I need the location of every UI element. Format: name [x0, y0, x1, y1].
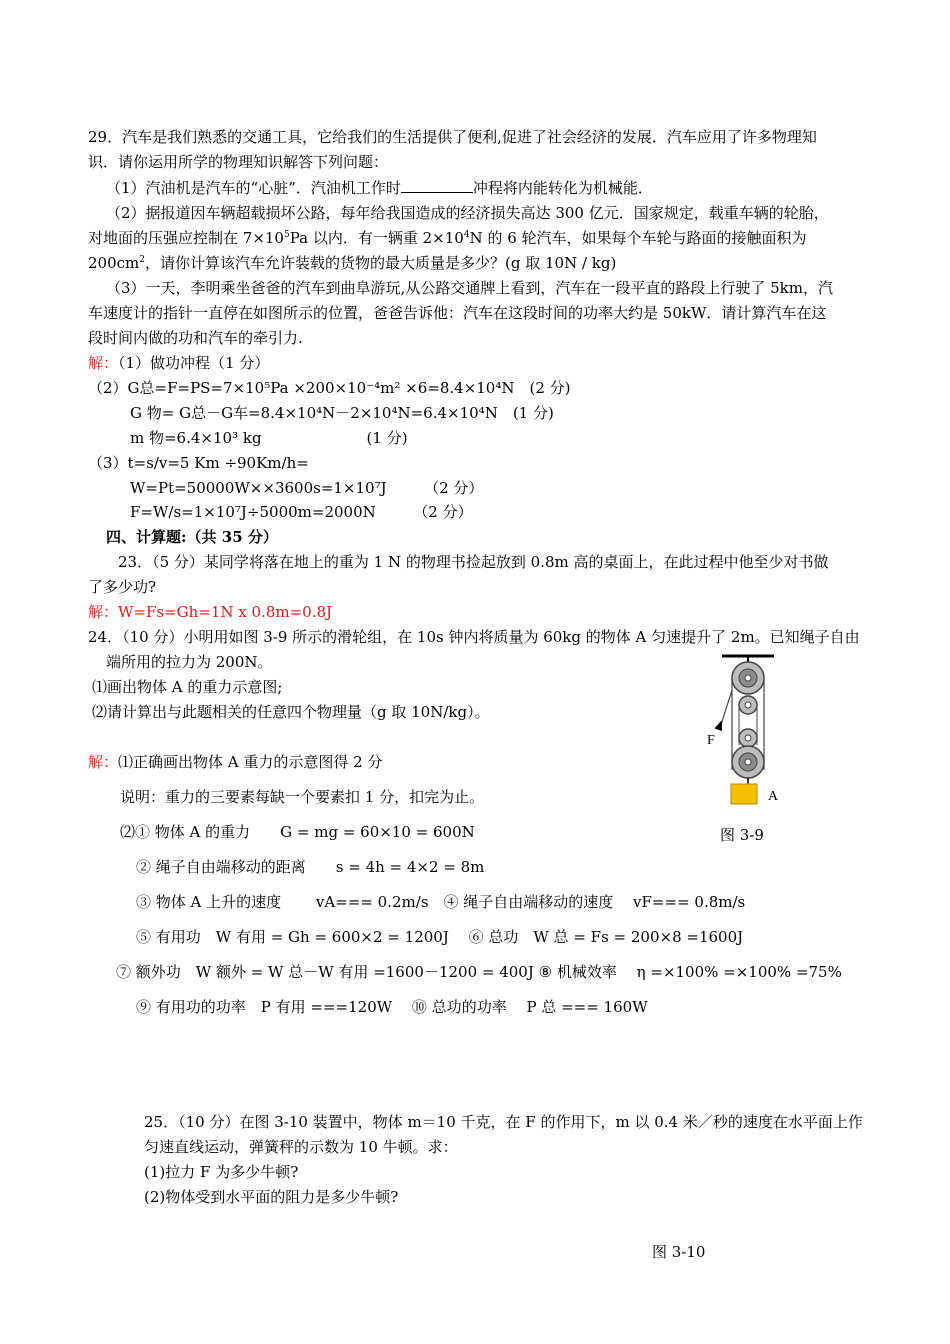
object-label: A: [768, 789, 779, 804]
a29-step-6: W=Pt=50000W××3600s=1×10⁷J （2 分）: [130, 479, 484, 497]
q29-line-6-sup: 2: [139, 255, 145, 265]
q29-line-6-c: ，请你计算该汽车允许装载的货物的最大质量是多少？(g 取 10N / kg): [145, 254, 617, 272]
figure-3-10-caption: 图 3-10: [652, 1243, 706, 1261]
answer-blank: [401, 178, 473, 193]
answer-label: 解：: [88, 753, 119, 771]
answer-label: 解：: [88, 354, 119, 372]
q29-line-5: [88, 228, 807, 248]
q29-line-2: 识．请你运用所学的物理知识解答下列问题：: [88, 153, 389, 171]
force-arrow-icon: [715, 719, 726, 731]
a24-line-7: ⑦ 额外功 W 额外 = W 总－W 有用 =1600－1200 = 400J ⑧ 机械效率 η =×100% =×100% =75%: [116, 963, 842, 981]
free-rope-end: [720, 690, 732, 728]
figure-3-9-caption: 图 3-9: [720, 826, 764, 844]
q29-line-6-a: 200cm: [88, 254, 140, 272]
a24-line-1-text: ⑴正确画出物体 A 重力的示意图得 2 分: [118, 753, 383, 771]
force-label: F: [707, 733, 715, 748]
q29-line-4: （2）据报道因车辆超载损坏公路，每年给我国造成的经济损失高达 300 亿元．国家规定，载重车辆的轮胎，: [106, 204, 829, 222]
a29-step-7: F=W/s=1×10⁷J÷5000m=2000N （2 分）: [130, 503, 473, 521]
a24-line-5: ③ 物体 A 上升的速度 vA=== 0.2m/s ④ 绳子自由端移动的速度 vF=== 0.8m/s: [136, 893, 746, 911]
q24-line-3: ⑴画出物体 A 的重力示意图;: [92, 678, 283, 696]
a29-step-3: G 物= G总－G车=8.4×10⁴N－2×10⁴N=6.4×10⁴N (1 分): [130, 404, 554, 422]
q24-line-1: 24．（10 分）小明用如图 3-9 所示的滑轮组，在 10s 钟内将质量为 60kg 的物体 A 匀速提升了 2m。已知绳子自由: [88, 628, 860, 646]
q29-line-3-part-b: 冲程将内能转化为机械能．: [472, 179, 653, 197]
fixed-pulley-large: [732, 662, 764, 694]
q29-line-5-a: 对地面的压强应控制在 7×10: [88, 229, 284, 247]
a24-line-4: ② 绳子自由端移动的距离 s = 4h = 4×2 = 8m: [136, 858, 485, 876]
q29-line-5-e: N 的 6 轮汽车，如果每个车轮与路面的接触面积为: [469, 229, 807, 247]
a29-step-4: m 物=6.4×10³ kg (1 分): [130, 429, 408, 447]
a24-line-8: ⑨ 有用功的功率 P 有用 ===120W ⑩ 总功的功率 P 总 === 160W: [136, 998, 648, 1016]
q29-line-9: 段时间内做的功和汽车的牵引力.: [88, 329, 303, 347]
a24-line-1: [88, 752, 382, 772]
q23-line-2: 了多少功?: [88, 578, 157, 596]
q25-line-1: 25．（10 分）在图 3-10 装置中，物体 m＝10 千克，在 F 的作用下，m 以 0.4 米／秒的速度在水平面上作: [144, 1113, 863, 1131]
q25-line-3: (1)拉力 F 为多少牛顿?: [144, 1163, 299, 1181]
a24-line-2: 说明：重力的三要素每缺一个要素扣 1 分，扣完为止。: [120, 788, 485, 806]
section-heading: 四、计算题:（共 35 分）: [106, 528, 278, 546]
a29-step-2: （2）G总=F=PS=7×10⁵Pa ×200×10⁻⁴m² ×6=8.4×10⁴N (2 分): [88, 379, 571, 397]
a29-step-5: （3）t=s/v=5 Km ÷90Km/h=: [88, 454, 309, 472]
a29-step-1: [88, 353, 269, 373]
pulley-system-figure: [712, 650, 822, 810]
q29-line-5-sup1: 5: [283, 230, 290, 240]
q29-line-6: [88, 253, 616, 273]
q23-answer: 解：W=Fs=Gh=1N x 0.8m=0.8J: [88, 603, 333, 621]
q25-line-4: (2)物体受到水平面的阻力是多少牛顿?: [144, 1188, 399, 1206]
movable-pulley-small: [739, 729, 757, 747]
a29-step-1-text: （1）做功冲程（1 分）: [118, 354, 270, 372]
q25-line-2: 匀速直线运动，弹簧秤的示数为 10 牛顿。求：: [144, 1138, 458, 1156]
fixed-pulley-small: [739, 696, 757, 714]
q29-line-7: （3）一天，李明乘坐爸爸的汽车到曲阜游玩,从公路交通牌上看到，汽车在一段平直的路段上行驶了 5km，汽: [106, 279, 833, 297]
a24-line-3: ⑵① 物体 A 的重力 G = mg = 60×10 = 600N: [120, 823, 475, 841]
q29-line-5-sup2: 4: [463, 230, 470, 240]
q24-line-4: ⑵请计算出与此题相关的任意四个物理量（g 取 10N/kg）。: [92, 703, 490, 721]
q23-line-1: 23．（5 分）某同学将落在地上的重为 1 N 的物理书捡起放到 0.8m 高的桌面上，在此过程中他至少对书做: [118, 553, 829, 571]
q24-line-2: 端所用的拉力为 200N。: [106, 653, 273, 671]
q29-line-3: [106, 178, 653, 198]
q29-line-3-part-a: （1）汽油机是汽车的“心脏”．汽油机工作时: [106, 179, 401, 197]
q29-line-5-c: Pa 以内．有一辆重 2×10: [289, 229, 464, 247]
a24-line-6: ⑤ 有用功 W 有用 = Gh = 600×2 = 1200J ⑥ 总功 W 总 = Fs = 200×8 =1600J: [136, 928, 744, 946]
movable-pulley-large: [732, 746, 764, 778]
q29-line-8: 车速度计的指针一直停在如图所示的位置，爸爸告诉他：汽车在这段时间的功率大约是 50kW．请计算汽车在这: [88, 304, 827, 322]
q29-line-1: 29．汽车是我们熟悉的交通工具，它给我们的生活提供了便利,促进了社会经济的发展．汽车应用了许多物理知: [88, 128, 817, 146]
object-a-block: [731, 784, 757, 804]
